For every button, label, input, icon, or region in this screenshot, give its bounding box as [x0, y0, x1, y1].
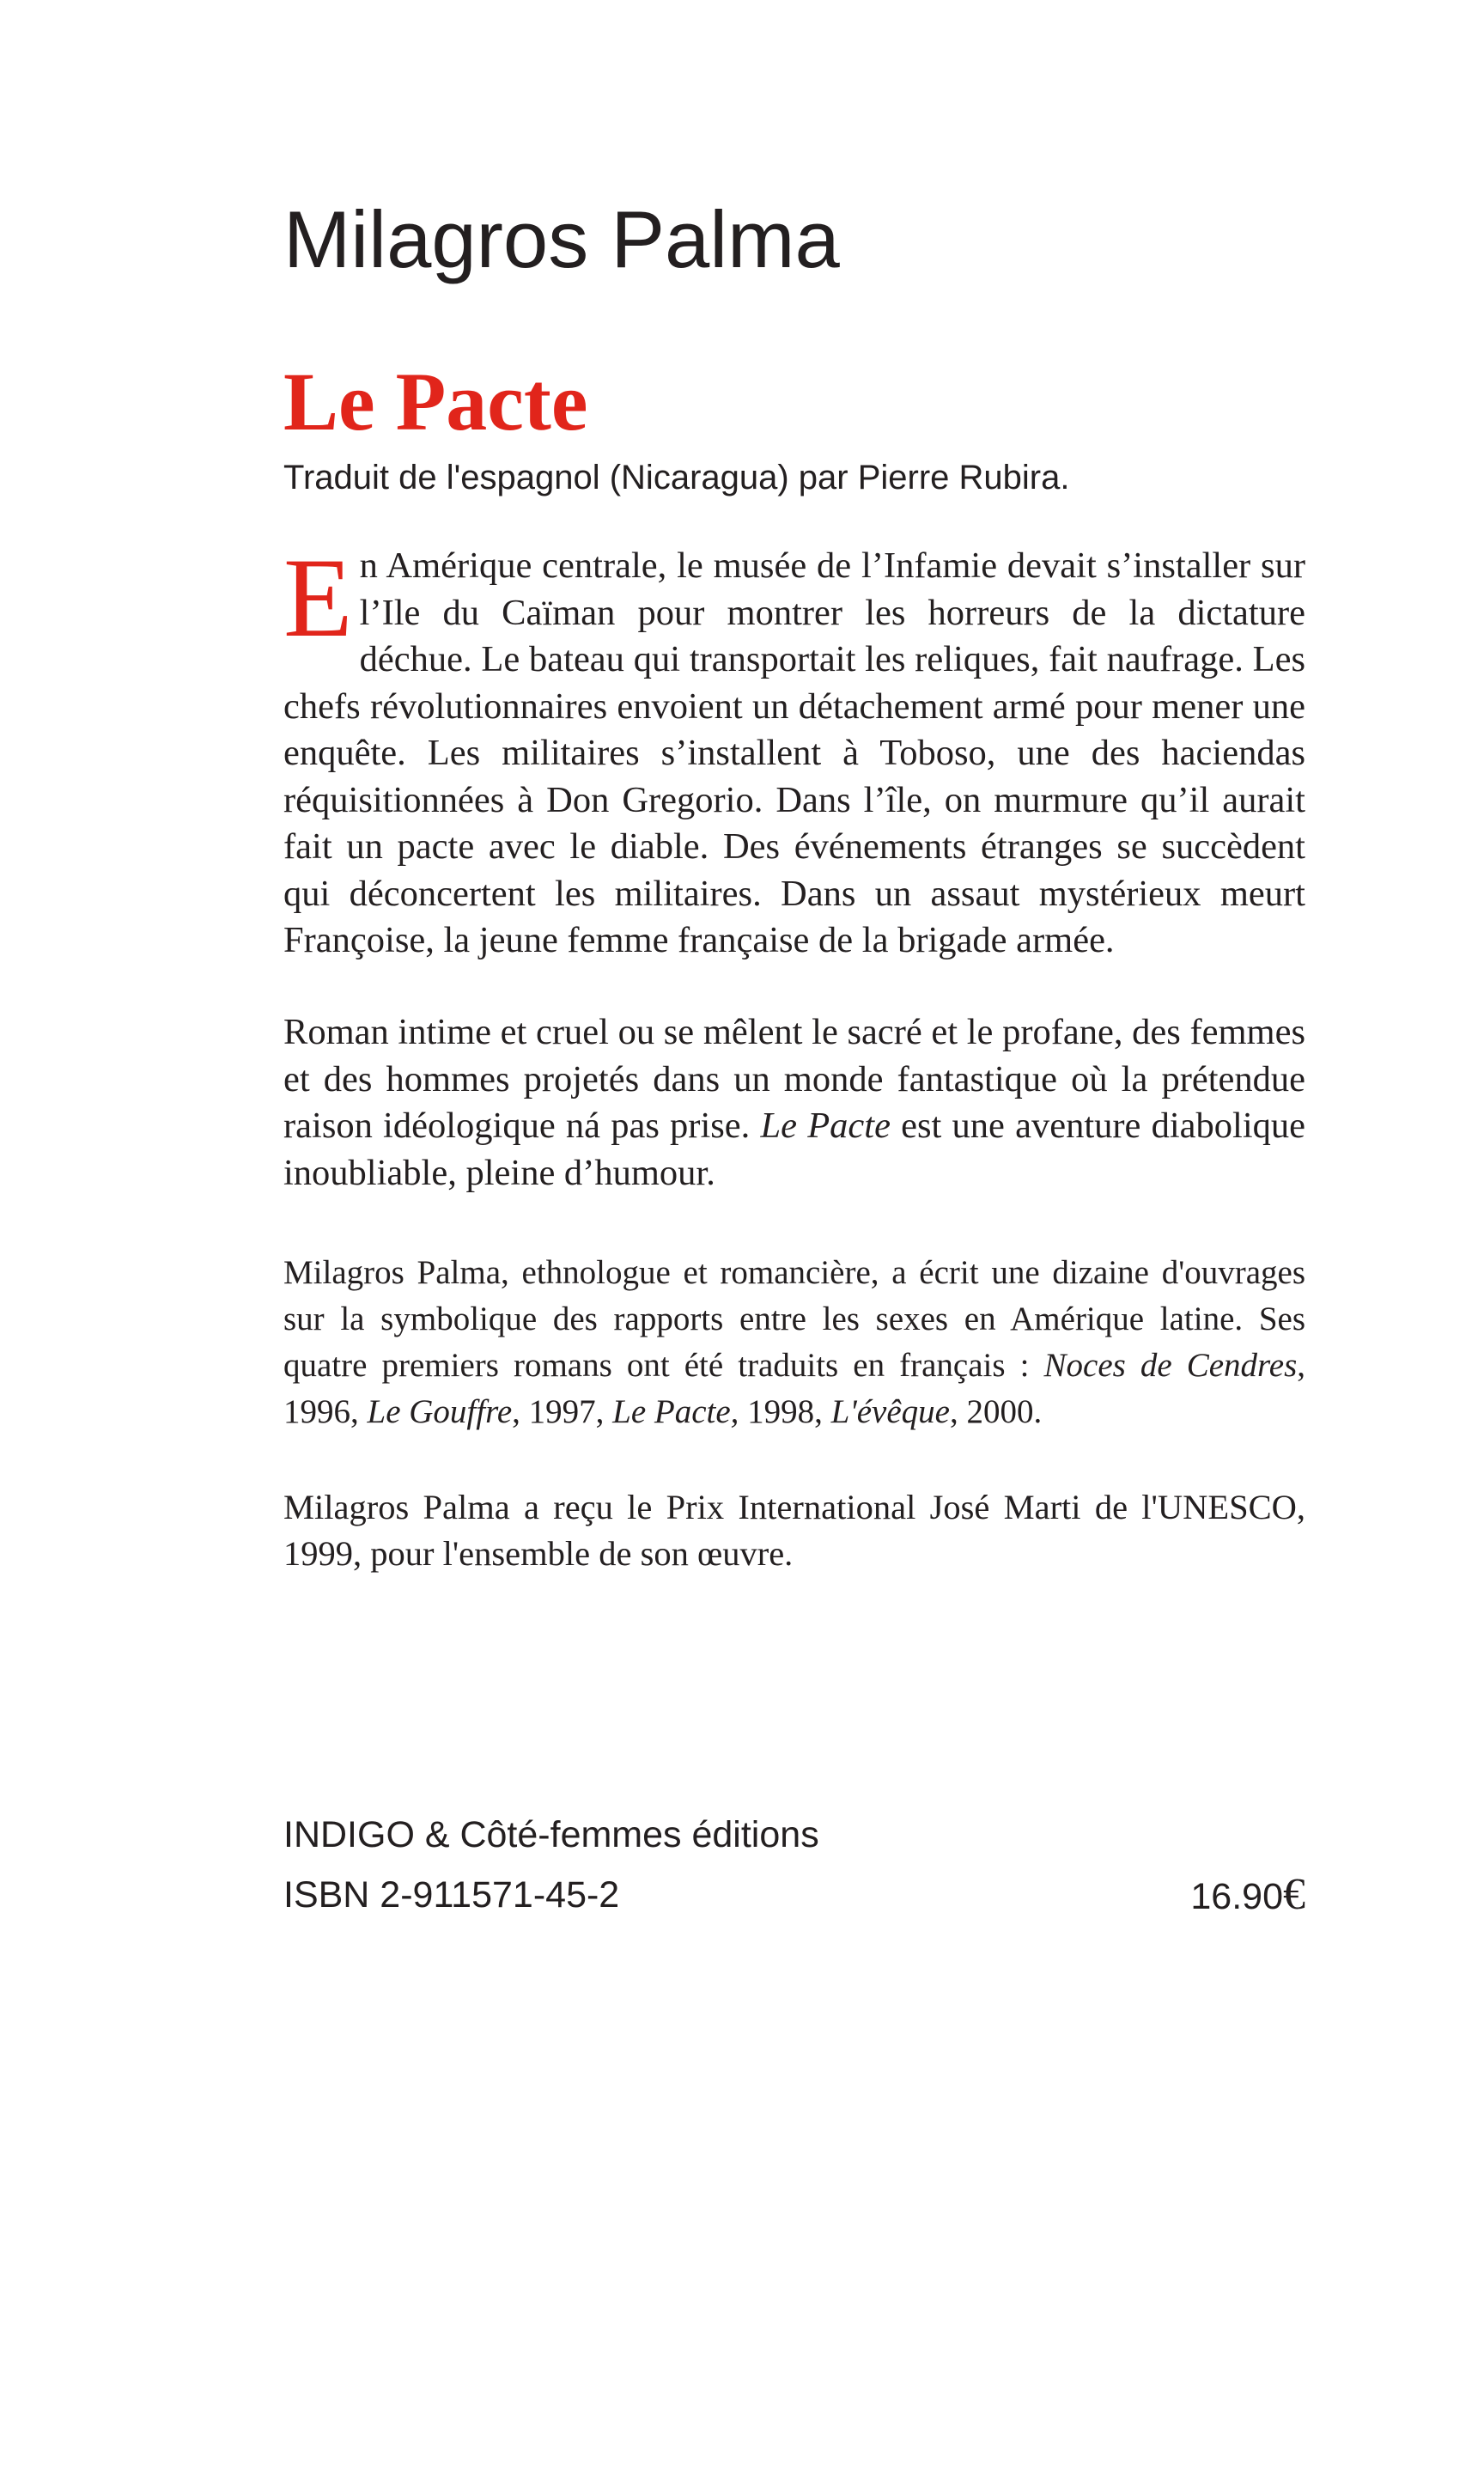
work-year: 1998,: [747, 1393, 823, 1430]
price-value: 16.90: [1190, 1876, 1283, 1917]
work-title: Le Pacte,: [612, 1393, 739, 1430]
synopsis-paragraph-2: [283, 1009, 1305, 1197]
euro-symbol: €: [1283, 1870, 1305, 1919]
work-year: , 2000.: [949, 1393, 1043, 1430]
work-year: , 1996,: [283, 1347, 1306, 1430]
biography-intro: Milagros Palma, ethnologue et romancière, a écrit une dizaine d'ouvrages sur la symbolique des rapports entre les sexes en Amérique latine. Ses quatre premiers romans ont été traduits en français :: [283, 1254, 1305, 1384]
author-biography: [283, 1250, 1305, 1435]
author-award: Milagros Palma a reçu le Prix International José Marti de l'UNESCO, 1999, pour l'ensemble de son œuvre.: [283, 1488, 1305, 1573]
drop-cap: E: [283, 534, 353, 661]
isbn: ISBN 2-911571-45-2: [283, 1874, 620, 1916]
synopsis-paragraph-2-text-b: est une aventure diabolique inoubliable, pleine d’humour.: [283, 1106, 1306, 1193]
synopsis-paragraph-1-text: n Amérique centrale, le musée de l’Infamie devait s’installer sur l’Ile du Caïman pour montrer les horreurs de la dictature déchue. Le bateau qui transportait les reliques, fait naufrage. Les chefs révolutionnaires envoient un détachement armé pour mener une enquête. Les militaires s’installent à Toboso, une des haciendas réquisitionnées à Don Gregorio. Dans l’île, on murmure qu’il aurait fait un pacte avec le diable. Des événements étranges se succèdent qui déconcertent les militaires. Dans un assaut mystérieux meurt Françoise, la jeune femme française de la brigade armée.: [283, 545, 1305, 960]
work-year: , 1997,: [512, 1393, 605, 1430]
author-name: Milagros Palma: [283, 194, 840, 284]
synopsis-paragraph-1: [283, 534, 1305, 965]
price: [1190, 1871, 1305, 1921]
book-title: Le Pacte: [283, 356, 588, 448]
publisher: INDIGO & Côté-femmes éditions: [283, 1814, 819, 1855]
work-title: L'évêque: [830, 1393, 950, 1430]
work-title: Le Gouffre: [367, 1393, 513, 1430]
work-title: Noces de Cendres: [1043, 1347, 1298, 1384]
synopsis-book-title: Le Pacte: [760, 1106, 891, 1146]
synopsis-paragraph-2-text-a: Roman intime et cruel ou se mêlent le sacré et le profane, des femmes et des hommes projetés dans un monde fantastique où la prétendue raison idéologique ná pas prise.: [283, 1012, 1305, 1146]
translator-credit: Traduit de l'espagnol (Nicaragua) par Pierre Rubira.: [283, 459, 1070, 496]
back-cover: [283, 0, 1305, 2473]
